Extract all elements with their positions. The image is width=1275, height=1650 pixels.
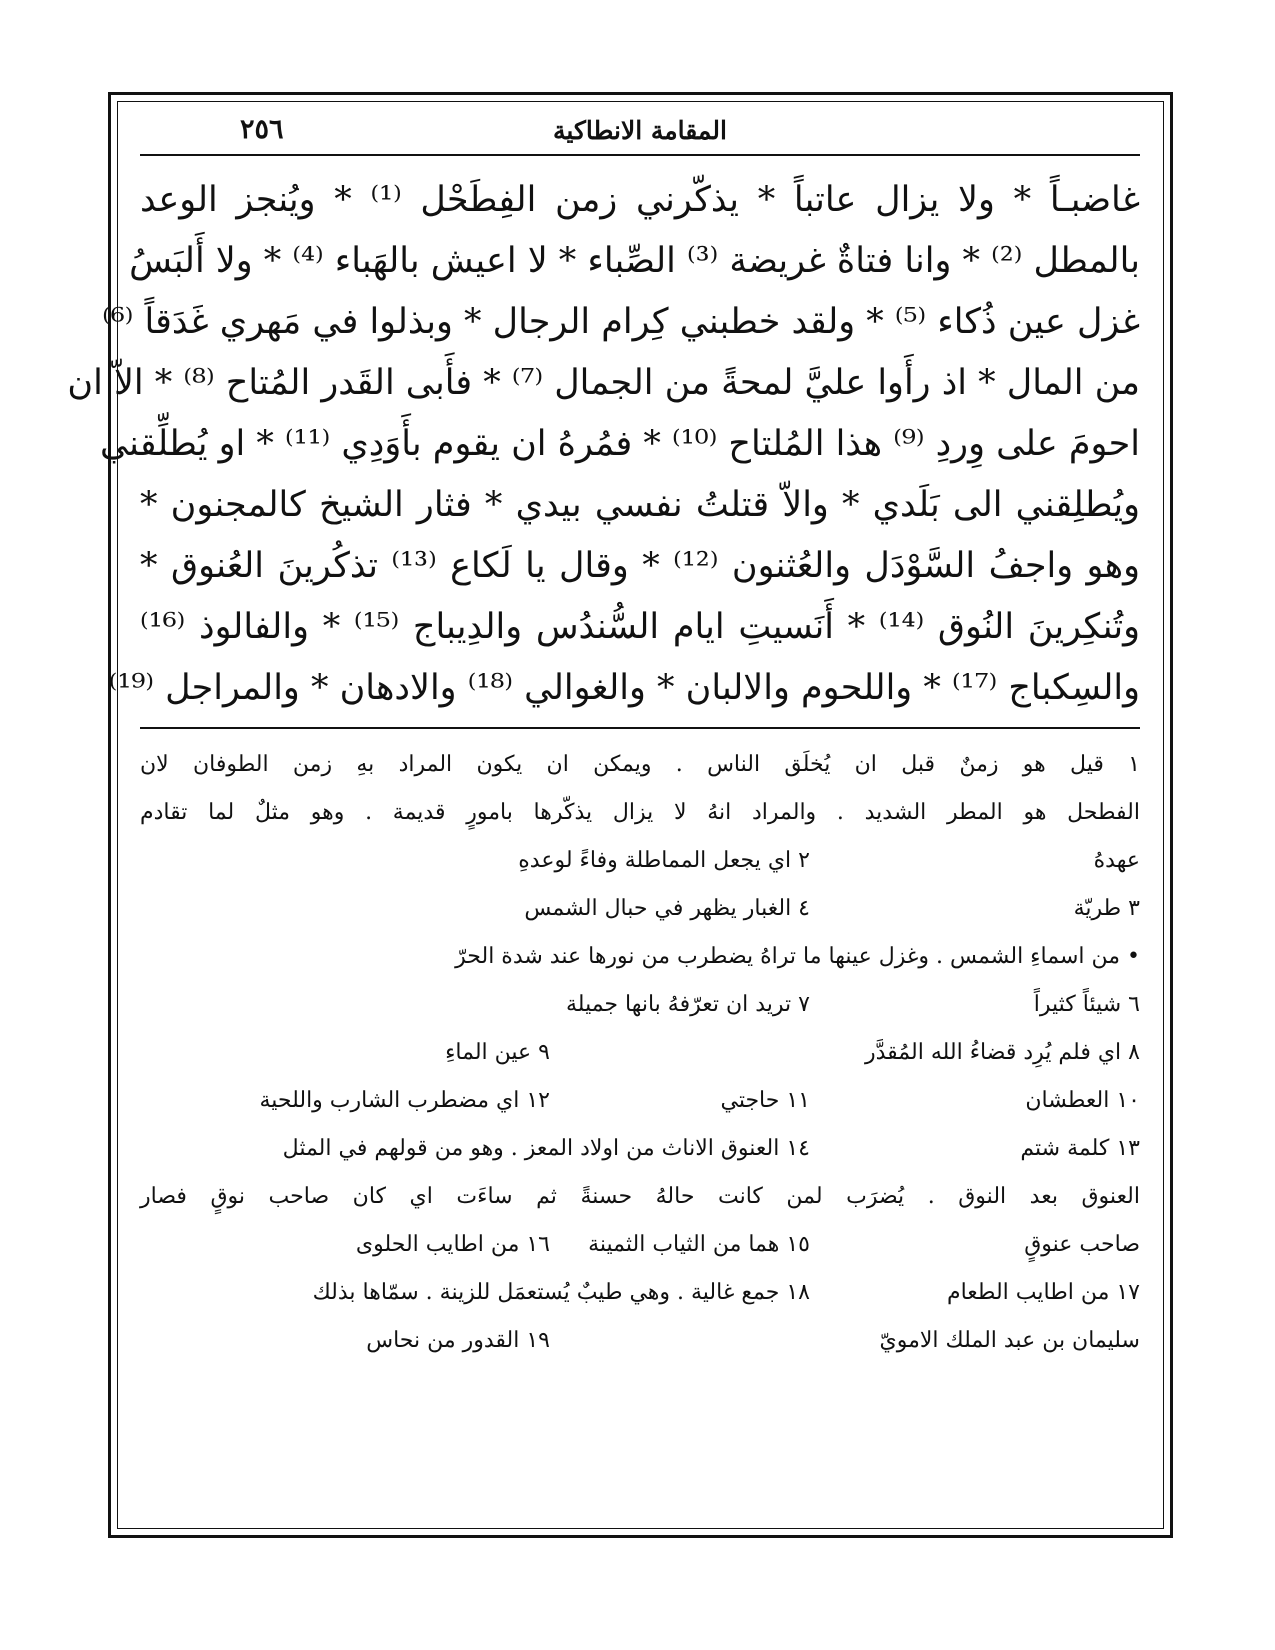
text-line: وتُنكِرينَ النُوق ⁽¹⁴⁾ * أَنَسيتِ ايام السُّندُس والدِيباج ⁽¹⁵⁾ * والفالوذ ⁽¹⁶⁾ (140, 607, 1141, 647)
footnote-1-line-3: عهدهُ (1093, 848, 1140, 873)
footnote-18-line-2: سليمان بن عبد الملك الامويّ (879, 1328, 1140, 1353)
footnote-4: ٤ الغبار يظهر في حبال الشمس (524, 896, 810, 921)
footnote-15: ١٥ هما من الثياب الثمينة (588, 1232, 810, 1257)
text-line: احومَ على وِردِ ⁽⁹⁾ هذا المُلتاح ⁽¹⁰⁾ * فمُرهُ ان يقوم بأَوَدِي ⁽¹¹⁾ * او يُطلِّقني (100, 424, 1140, 464)
text-line: بالمطل ⁽²⁾ * وانا فتاةٌ غريضة ⁽³⁾ الصِّباء * لا اعيش بالهَباء ⁽⁴⁾ * ولا أَلبَسُ (129, 241, 1140, 281)
text-line: من المال * اذ رأَوا عليَّ لمحةً من الجمال ⁽⁷⁾ * فأَبى القَدر المُتاح ⁽⁸⁾ * الاّ ان (67, 363, 1140, 403)
footnote-6: ٦ شيئاً كثيراً (1033, 992, 1140, 1017)
page-number: ٢٥٦ (240, 114, 284, 145)
footnote-7: ٧ تريد ان تعرّفهُ بانها جميلة (565, 992, 810, 1017)
footnote-18-line-1: ١٨ جمع غالية . وهي طيبٌ يُستعمَل للزينة . سمّاها بذلك (312, 1280, 810, 1305)
footnote-3: ٣ طريّة (1073, 896, 1140, 921)
footnote-14-line-3: صاحب عنوقٍ (1024, 1232, 1140, 1257)
main-text (67, 170, 1141, 719)
footnote-19: ١٩ القدور من نحاس (366, 1328, 550, 1353)
footnote-9: ٩ عين الماءِ (445, 1040, 550, 1065)
header-rule (140, 154, 1140, 156)
text-line: غزل عين ذُكاء ⁽⁵⁾ * ولقد خطبني كِرام الرجال * وبذلوا في مَهري غَدَقاً ⁽⁶⁾ (102, 302, 1140, 342)
footnote-1-line-2: الفطحل هو المطر الشديد . والمراد انهُ لا يزال يذكّرها بامورٍ قديمة . وهو مثلٌ لما تقادم (140, 800, 1140, 825)
footnote-separator (140, 727, 1140, 729)
book-page (67, 108, 1141, 1365)
chapter-title: المقامة الانطاكية (553, 116, 727, 145)
footnote-12: ١٢ اي مضطرب الشارب واللحية (259, 1088, 550, 1113)
footnotes (140, 741, 1140, 1365)
footnote-17: ١٧ من اطايب الطعام (946, 1280, 1140, 1305)
text-line: غاضبـاً * ولا يزال عاتباً * يذكّرني زمن الفِطَحْل ⁽¹⁾ * ويُنجز الوعد (140, 180, 1141, 220)
text-line: ويُطلِقني الى بَلَدي * والاّ قتلتُ نفسي بيدي * فثار الشيخ كالمجنون * (140, 485, 1140, 525)
footnote-16: ١٦ من اطايب الحلوى (355, 1232, 550, 1257)
text-line: وهو واجفُ السَّوْدَل والعُثنون ⁽¹²⁾ * وقال يا لَكاع ⁽¹³⁾ تذكُرينَ العُنوق * (140, 546, 1140, 586)
footnote-14-line-2: العنوق بعد النوق . يُضرَب لمن كانت حالهُ حسنةً ثم ساءَت اي كان صاحب نوقٍ فصار (140, 1184, 1140, 1209)
footnote-14-line-1: ١٤ العنوق الاناث من اولاد المعز . وهو من قولهم في المثل (282, 1136, 810, 1161)
footnote-8: ٨ اي فلم يُرِد قضاءُ الله المُقدَّر (865, 1040, 1140, 1065)
footnote-11: ١١ حاجتي (720, 1088, 810, 1113)
footnote-13: ١٣ كلمة شتم (1020, 1136, 1140, 1161)
footnote-5: • من اسماءِ الشمس . وغزل عينها ما تراهُ يضطرب من نورها عند شدة الحرّ (455, 944, 1140, 969)
running-header (140, 108, 1140, 154)
text-line: والسِكباج ⁽¹⁷⁾ * واللحوم والالبان * والغوالي ⁽¹⁸⁾ والادهان * والمراجل ⁽¹⁹⁾ (108, 668, 1140, 708)
footnote-2: ٢ اي يجعل المماطلة وفاءً لوعدهِ (518, 848, 810, 873)
footnote-1-line-1: ١ قيل هو زمنٌ قبل ان يُخلَق الناس . ويمكن ان يكون المراد بهِ زمن الطوفان لان (140, 752, 1140, 777)
footnote-10: ١٠ العطشان (1025, 1088, 1140, 1113)
